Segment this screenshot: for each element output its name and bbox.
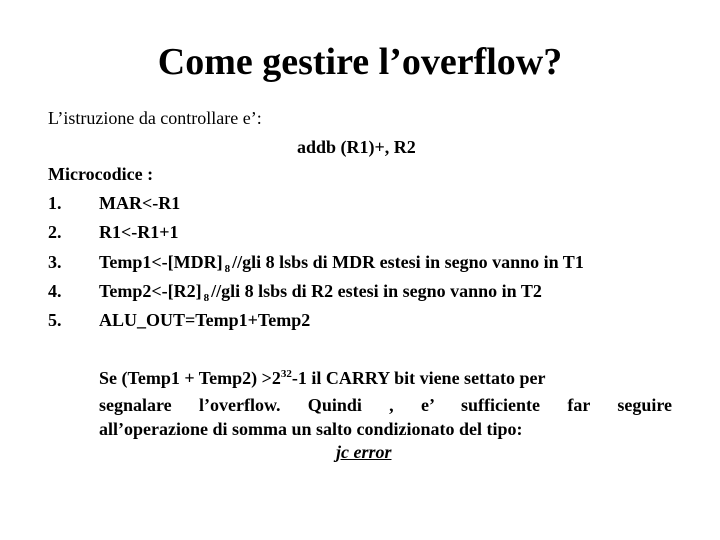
step-comment: //gli 8 lsbs di MDR estesi in segno vanno in T1: [232, 252, 584, 272]
jump-instruction: jc error: [336, 442, 392, 462]
explanation-row: all’operazione di somma un salto condizionato del tipo:: [99, 419, 523, 439]
step-text: ALU_OUT=Temp1+Temp2: [99, 310, 311, 330]
step-number: 3.: [48, 252, 62, 272]
bit-width-subscript: 8: [224, 263, 231, 275]
explanation-text: -1 il CARRY bit viene settato per: [291, 368, 546, 388]
step-number: 4.: [48, 281, 62, 301]
instruction-code: addb (R1)+, R2: [297, 137, 416, 157]
slide-title: Come gestire l’overflow?: [157, 41, 563, 83]
explanation-text: Se (Temp1 + Temp2) >2: [99, 368, 281, 388]
step-code: Temp2<-[R2]: [99, 281, 202, 301]
step-text: [99, 251, 584, 276]
explanation-row: [99, 366, 672, 393]
intro-text: L’istruzione da controllare e’:: [48, 108, 262, 128]
exponent: 32: [280, 368, 292, 380]
step-code: Temp1<-[MDR]: [99, 252, 223, 272]
step-text: R1<-R1+1: [99, 222, 179, 242]
step-number: 1.: [48, 193, 62, 213]
bit-width-subscript: 8: [203, 292, 210, 304]
step-number: 2.: [48, 222, 62, 242]
explanation-paragraph: [99, 366, 672, 441]
step-text: [99, 280, 542, 305]
step-number: 5.: [48, 310, 62, 330]
explanation-row: segnalare l’overflow. Quindi , e’ sufficiente far seguire: [99, 395, 672, 415]
step-comment: //gli 8 lsbs di R2 estesi in segno vanno in T2: [211, 281, 542, 301]
microcode-heading: Microcodice :: [48, 164, 154, 184]
step-text: MAR<-R1: [99, 193, 181, 213]
